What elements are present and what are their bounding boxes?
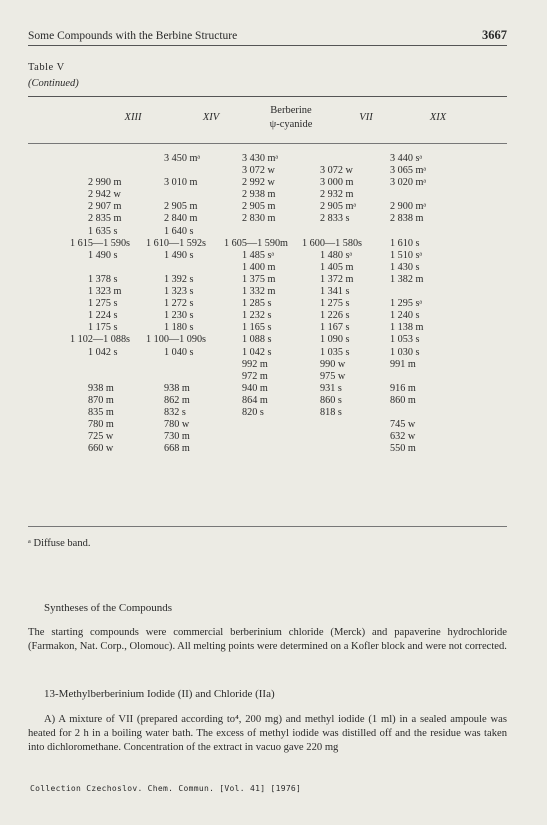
- table-cell: 2 840 m: [164, 213, 198, 225]
- table-cell: 860 s: [320, 394, 342, 406]
- table-cell: 2 835 m: [88, 213, 122, 225]
- table-cell: 1 042 s: [88, 346, 118, 358]
- table-cell: 1 088 s: [242, 334, 272, 346]
- table-row: [28, 165, 507, 177]
- table-cell: 3 065 mᵃ: [390, 165, 427, 177]
- table-cell: 1 375 m: [242, 273, 276, 285]
- table-header: [28, 104, 507, 140]
- table-row: [28, 213, 507, 225]
- table-cell: 1 490 s: [164, 249, 194, 261]
- table-cell: 3 000 m: [320, 177, 354, 189]
- table-cell: 2 938 m: [242, 189, 276, 201]
- table-cell: 1 138 m: [390, 322, 424, 334]
- procedure-paragraph: A) A mixture of VII (prepared according to⁴, 200 mg) and methyl iodide (1 ml) in a sealed ampoule was heated for 2 h in a boiling water bath. The excess of methyl iodide was distilled off and the residue was taken into dichloromethane. Concentration of the extract in vacuo gave 220 mg: [28, 714, 507, 753]
- table-row: [28, 298, 507, 310]
- table-cell: 975 w: [320, 370, 346, 382]
- table-cell: 1 272 s: [164, 298, 194, 310]
- table-cell: 1 042 s: [242, 346, 272, 358]
- table-row: [28, 419, 507, 431]
- table-cell: 2 992 w: [242, 177, 275, 189]
- table-continued: (Continued): [28, 78, 79, 89]
- table-cell: 860 m: [390, 394, 416, 406]
- running-header: [28, 28, 507, 43]
- table-cell: 864 m: [242, 394, 268, 406]
- table-cell: 2 838 m: [390, 213, 424, 225]
- table-cell: 730 m: [164, 431, 190, 443]
- col-header-berberine: [251, 104, 331, 132]
- table-cell: 1 275 s: [320, 298, 350, 310]
- table-cell: 3 010 m: [164, 177, 198, 189]
- table-cell: 745 w: [390, 419, 416, 431]
- table-cell: 2 900 mᵃ: [390, 201, 427, 213]
- table-cell: 1 378 s: [88, 273, 118, 285]
- table-row: [28, 334, 507, 346]
- table-cell: 1 605—1 590m: [224, 237, 288, 249]
- table-cell: 1 102—1 088s: [70, 334, 130, 346]
- intro-paragraph: The starting compounds were commercial berberinium chloride (Merck) and papaverine hydrochloride (Farmakon, Nat. Corp., Olomouc). All melting points were determined on a Kofler block and were not corrected.: [28, 627, 507, 652]
- table-cell: 2 907 m: [88, 201, 122, 213]
- table-cell: 940 m: [242, 382, 268, 394]
- subsection-title: 13-Methylberberinium Iodide (II) and Chloride (IIa): [44, 688, 275, 700]
- col-header-berberine-title: Berberine: [270, 105, 312, 116]
- table-cell: 931 s: [320, 382, 342, 394]
- table-cell: 991 m: [390, 358, 416, 370]
- table-row: [28, 407, 507, 419]
- table-cell: 1 232 s: [242, 310, 272, 322]
- journal-footer: Collection Czechoslov. Chem. Commun. [Vol. 41] [1976]: [30, 784, 302, 793]
- table-cell: 1 175 s: [88, 322, 118, 334]
- table-cell: 1 090 s: [320, 334, 350, 346]
- table-cell: 820 s: [242, 406, 264, 418]
- table-row: [28, 153, 507, 165]
- table-body: [28, 153, 507, 455]
- table-cell: 3 440 sᵃ: [390, 153, 423, 164]
- table-cell: 632 w: [390, 431, 416, 443]
- table-cell: 3 020 mᵃ: [390, 177, 427, 189]
- table-cell: 2 905 mᵃ: [320, 201, 357, 213]
- table-cell: 2 833 s: [320, 213, 350, 225]
- section-title: Syntheses of the Compounds: [44, 602, 173, 614]
- table-row: [28, 238, 507, 250]
- table-cell: 938 m: [88, 382, 114, 394]
- table-cell: 1 610 s: [390, 237, 420, 249]
- table-label: Table V: [28, 62, 65, 73]
- table-cell: 1 372 m: [320, 273, 354, 285]
- header-rule: [28, 45, 507, 46]
- table-cell: 3 072 w: [320, 165, 353, 177]
- table-cell: 660 w: [88, 443, 114, 455]
- table-cell: 668 m: [164, 443, 190, 455]
- table-cell: 1 323 m: [88, 286, 122, 298]
- table-cell: 1 510 sᵃ: [390, 249, 423, 261]
- table-row: [28, 347, 507, 359]
- table-cell: 1 165 s: [242, 322, 272, 334]
- table-cell: 862 m: [164, 394, 190, 406]
- table-cell: 972 m: [242, 370, 268, 382]
- table-cell: 780 w: [164, 419, 190, 431]
- table-cell: 1 405 m: [320, 261, 354, 273]
- table-cell: 1 430 s: [390, 261, 420, 273]
- table-cell: 1 490 s: [88, 249, 118, 261]
- table-footnote: ᵃ Diffuse band.: [28, 538, 91, 549]
- table-cell: 1 030 s: [390, 346, 420, 358]
- table-row: [28, 431, 507, 443]
- table-cell: 1 053 s: [390, 334, 420, 346]
- table-cell: 1 180 s: [164, 322, 194, 334]
- table-cell: 1 295 sᵃ: [390, 298, 423, 310]
- table-cell: 1 226 s: [320, 310, 350, 322]
- table-bottom-rule: [28, 526, 507, 527]
- table-cell: 938 m: [164, 382, 190, 394]
- table-cell: 1 480 sᵃ: [320, 249, 353, 261]
- table-row: [28, 286, 507, 298]
- table-cell: 780 m: [88, 419, 114, 431]
- table-cell: 2 990 m: [88, 177, 122, 189]
- table-cell: 3 430 mᵃ: [242, 153, 279, 164]
- table-row: [28, 322, 507, 334]
- table-cell: 1 275 s: [88, 298, 118, 310]
- table-cell: 992 m: [242, 358, 268, 370]
- table-cell: 1 323 s: [164, 286, 194, 298]
- table-cell: 1 615—1 590s: [70, 237, 130, 249]
- col-header-xix: XIX: [429, 112, 447, 123]
- table-cell: 990 w: [320, 358, 346, 370]
- table-cell: 1 035 s: [320, 346, 350, 358]
- table-row: [28, 443, 507, 455]
- table-row: [28, 310, 507, 322]
- table-row: [28, 250, 507, 262]
- table-row: [28, 371, 507, 383]
- table-cell: 1 240 s: [390, 310, 420, 322]
- table-cell: 1 382 m: [390, 273, 424, 285]
- table-cell: 3 072 w: [242, 165, 275, 177]
- table-cell: 818 s: [320, 406, 342, 418]
- table-cell: 1 341 s: [320, 286, 350, 298]
- table-cell: 1 285 s: [242, 298, 272, 310]
- table-header-rule: [28, 143, 507, 144]
- table-cell: 1 224 s: [88, 310, 118, 322]
- table-cell: 1 640 s: [164, 225, 194, 237]
- table-row: [28, 395, 507, 407]
- table-row: [28, 201, 507, 213]
- col-header-vii: VII: [359, 112, 373, 123]
- table-cell: 550 m: [390, 443, 416, 455]
- table-cell: 1 332 m: [242, 286, 276, 298]
- table-cell: 835 m: [88, 406, 114, 418]
- table-cell: 1 485 sᵃ: [242, 249, 275, 261]
- table-cell: 2 942 w: [88, 189, 121, 201]
- table-cell: 2 932 m: [320, 189, 354, 201]
- table-cell: 2 830 m: [242, 213, 276, 225]
- table-row: [28, 177, 507, 189]
- table-row: [28, 383, 507, 395]
- table-cell: 1 400 m: [242, 261, 276, 273]
- table-cell: 3 450 mᵃ: [164, 153, 201, 164]
- table-row: [28, 189, 507, 201]
- table-cell: 1 230 s: [164, 310, 194, 322]
- table-cell: 2 905 m: [242, 201, 276, 213]
- table-cell: 1 600—1 580s: [302, 237, 362, 249]
- table-cell: 1 167 s: [320, 322, 350, 334]
- running-title: Some Compounds with the Berbine Structure: [28, 30, 238, 42]
- table-cell: 1 635 s: [88, 225, 118, 237]
- table-cell: 916 m: [390, 382, 416, 394]
- page-number: 3667: [482, 28, 507, 42]
- table-cell: 870 m: [88, 394, 114, 406]
- table-row: [28, 359, 507, 371]
- table-top-rule: [28, 96, 507, 97]
- table-row: [28, 274, 507, 286]
- col-header-xiii: XIII: [124, 112, 142, 123]
- col-header-berberine-subtitle: ψ-cyanide: [269, 119, 313, 130]
- table-cell: 832 s: [164, 406, 186, 418]
- table-cell: 1 040 s: [164, 346, 194, 358]
- table-cell: 1 610—1 592s: [146, 237, 206, 249]
- table-row: [28, 262, 507, 274]
- table-cell: 1 100—1 090s: [146, 334, 206, 346]
- table-cell: 1 392 s: [164, 273, 194, 285]
- table-cell: 725 w: [88, 431, 114, 443]
- table-row: [28, 226, 507, 238]
- table-cell: 2 905 m: [164, 201, 198, 213]
- col-header-xiv: XIV: [202, 112, 220, 123]
